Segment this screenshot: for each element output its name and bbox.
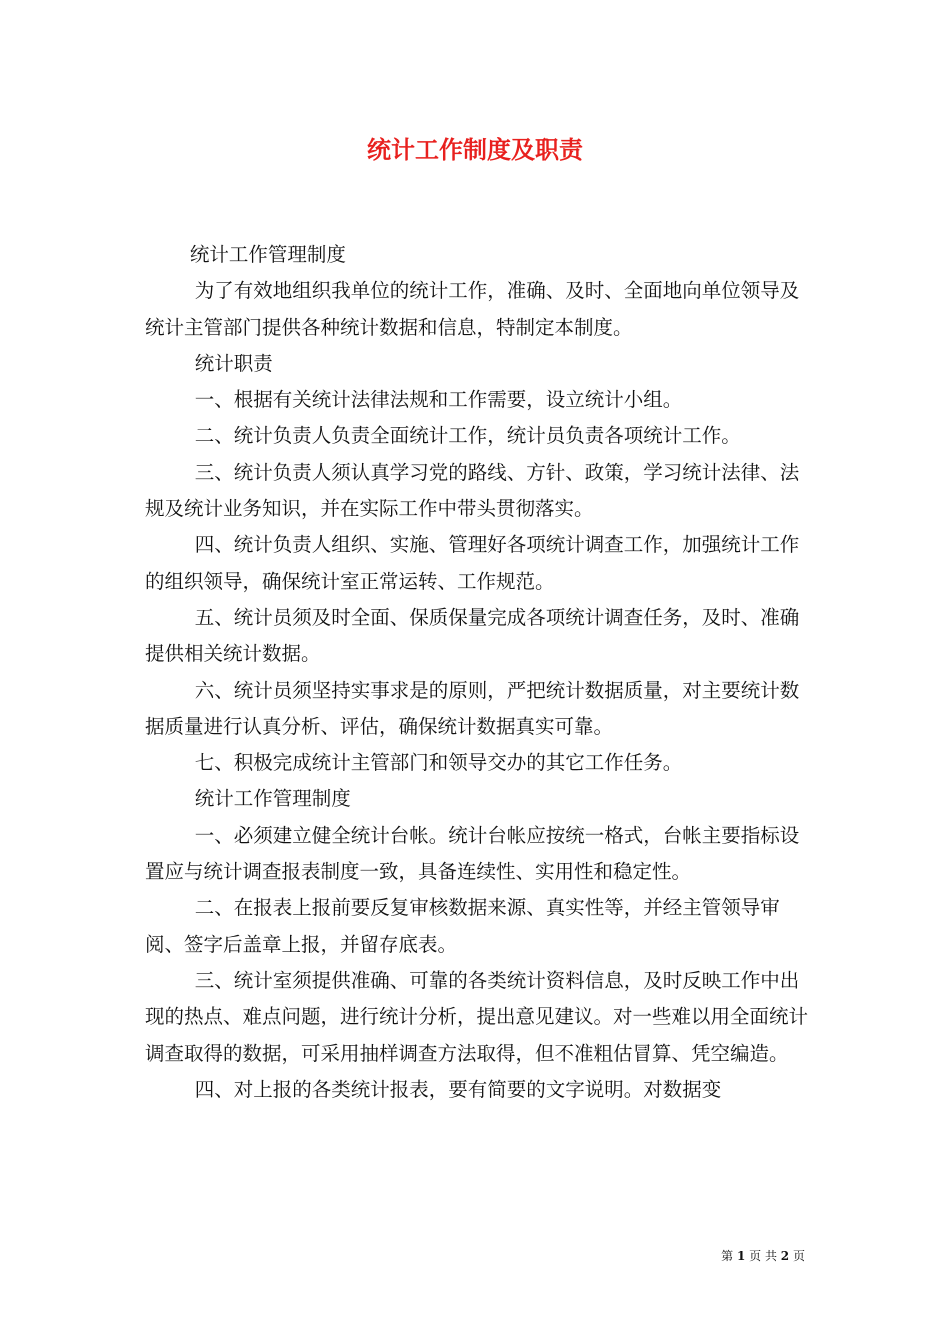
paragraph: 六、统计员须坚持实事求是的原则，严把统计数据质量，对主要统计数据质量进行认真分析、评估，确保统计数据真实可靠。 — [145, 678, 800, 738]
paragraph: 一、必须建立健全统计台帐。统计台帐应按统一格式，台帐主要指标设置应与统计调查报表制度一致，具备连续性、实用性和稳定性。 — [145, 823, 800, 884]
paragraph: 一、根据有关统计法律法规和工作需要，设立统计小组。 — [194, 388, 683, 412]
footer-middle: 页 共 — [749, 1249, 777, 1263]
document-title: 统计工作制度及职责 — [367, 135, 583, 164]
paragraph: 四、统计负责人组织、实施、管理好各项统计调查工作，加强统计工作的组织领导，确保统计室正常运转、工作规范。 — [145, 533, 800, 593]
paragraph: 三、统计室须提供准确、可靠的各类统计资料信息，及时反映工作中出现的热点、难点问题，进行统计分析，提出意见建议。对一些难以用全面统计调查取得的数据，可采用抽样调查方法取得，但不准粗估冒算、凭空编造。 — [145, 968, 809, 1065]
footer-suffix: 页 — [792, 1249, 805, 1263]
paragraph: 为了有效地组织我单位的统计工作，准确、及时、全面地向单位领导及统计主管部门提供各种统计数据和信息，特制定本制度。 — [145, 279, 800, 339]
paragraph: 四、对上报的各类统计报表，要有简要的文字说明。对数据变 — [194, 1077, 722, 1101]
paragraph: 二、统计负责人负责全面统计工作，统计员负责各项统计工作。 — [194, 424, 741, 448]
paragraph: 统计职责 — [194, 351, 273, 375]
paragraph: 二、在报表上报前要反复审核数据来源、真实性等，并经主管领导审阅、签字后盖章上报，并留存底表。 — [145, 896, 780, 956]
page-footer — [721, 1248, 805, 1264]
current-page-number: 1 — [736, 1249, 746, 1263]
paragraph: 统计工作管理制度 — [194, 787, 351, 811]
footer-prefix: 第 — [721, 1249, 734, 1263]
total-page-number: 2 — [780, 1249, 790, 1263]
paragraph: 三、统计负责人须认真学习党的路线、方针、政策，学习统计法律、法规及统计业务知识，并在实际工作中带头贯彻落实。 — [145, 460, 800, 521]
paragraph: 统计工作管理制度 — [189, 243, 346, 266]
paragraph: 七、积极完成统计主管部门和领导交办的其它工作任务。 — [194, 751, 683, 775]
document-body — [145, 237, 810, 1108]
paragraph: 五、统计员须及时全面、保质保量完成各项统计调查任务，及时、准确提供相关统计数据。 — [145, 605, 800, 666]
